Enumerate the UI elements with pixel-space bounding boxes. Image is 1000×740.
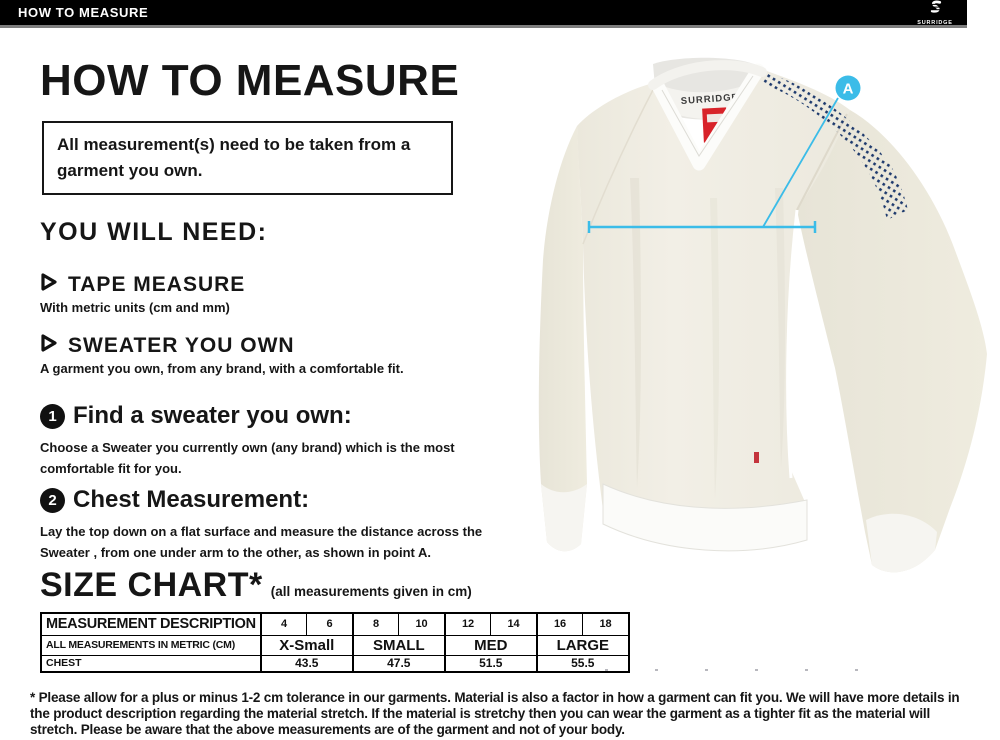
surridge-s-icon <box>928 0 943 19</box>
step-1-description: Choose a Sweater you currently own (any brand) which is the most comfortable fit for you. <box>40 440 455 476</box>
tolerance-footnote: * Please allow for a plus or minus 1-2 cm tolerance in our garments. Material is also a factor in how a garment can fit you. We will have more details in the product description regarding the material stretch. If the material is stretchy then you can wear the garment as a tighter fit as the material will stretch. Please be aware that the above measurements are of the garment and not of your body. <box>30 690 960 737</box>
table-header-description: MEASUREMENT DESCRIPTION <box>41 613 261 635</box>
you-will-need-heading: YOU WILL NEED: <box>40 218 268 246</box>
sweater-measurement-diagram <box>535 38 1000 678</box>
size-chart-heading <box>40 566 472 605</box>
chest-value-cell: 55.5 <box>537 655 629 672</box>
need-item-title: TAPE MEASURE <box>68 272 246 296</box>
need-item-sweater <box>40 333 404 376</box>
arrow-right-icon <box>40 272 58 297</box>
size-cell: 4 <box>261 613 307 635</box>
side-red-tab <box>754 452 759 463</box>
size-cell: 16 <box>537 613 583 635</box>
size-chart-title: SIZE CHART* <box>40 566 263 604</box>
need-item-desc: A garment you own, from any brand, with a comfortable fit. <box>40 361 404 376</box>
collar-label-text: SURRIDGE <box>680 91 740 107</box>
size-group-cell: MED <box>445 635 537 655</box>
chest-value-cell: 51.5 <box>445 655 537 672</box>
notice-box <box>42 121 453 195</box>
header-divider <box>0 25 967 28</box>
step-1-title: Find a sweater you own: <box>73 402 352 429</box>
need-item-tape-measure <box>40 272 245 315</box>
left-sleeve <box>539 126 587 551</box>
need-item-desc: With metric units (cm and mm) <box>40 300 230 315</box>
step-2-title: Chest Measurement: <box>73 486 310 513</box>
size-cell: 8 <box>353 613 399 635</box>
step-2-description: Lay the top down on a flat surface and measure the distance across the Sweater , from one under arm to the other, as shown in point A. <box>40 524 483 560</box>
step-2-number-badge: 2 <box>40 488 65 513</box>
size-chart-subtitle: (all measurements given in cm) <box>270 584 472 599</box>
step-1 <box>40 402 510 479</box>
size-cell: 6 <box>307 613 353 635</box>
chest-value-cell: 47.5 <box>353 655 445 672</box>
table-header-metric: ALL MEASUREMENTS IN METRIC (CM) <box>41 635 261 655</box>
page-title: HOW TO MEASURE <box>40 56 460 105</box>
step-1-number-badge: 1 <box>40 404 65 429</box>
size-group-cell: LARGE <box>537 635 629 655</box>
chest-value-cell: 43.5 <box>261 655 353 672</box>
need-item-title: SWEATER YOU OWN <box>68 333 295 357</box>
size-cell: 18 <box>583 613 629 635</box>
size-cell: 14 <box>491 613 537 635</box>
arrow-right-icon <box>40 333 58 358</box>
point-a-label: A <box>842 80 854 98</box>
top-bar-title: HOW TO MEASURE <box>18 5 149 20</box>
size-group-cell: X-Small <box>261 635 353 655</box>
size-cell: 10 <box>399 613 445 635</box>
top-bar <box>0 0 967 25</box>
surridge-logo[interactable] <box>909 1 961 24</box>
size-cell: 12 <box>445 613 491 635</box>
chest-row-label: CHEST <box>41 655 261 672</box>
size-group-cell: SMALL <box>353 635 445 655</box>
step-2 <box>40 486 510 563</box>
notice-text: All measurement(s) need to be taken from a garment you own. <box>57 135 411 180</box>
left-cuff <box>541 484 587 551</box>
surridge-wordmark: SURRIDGE <box>917 19 953 26</box>
